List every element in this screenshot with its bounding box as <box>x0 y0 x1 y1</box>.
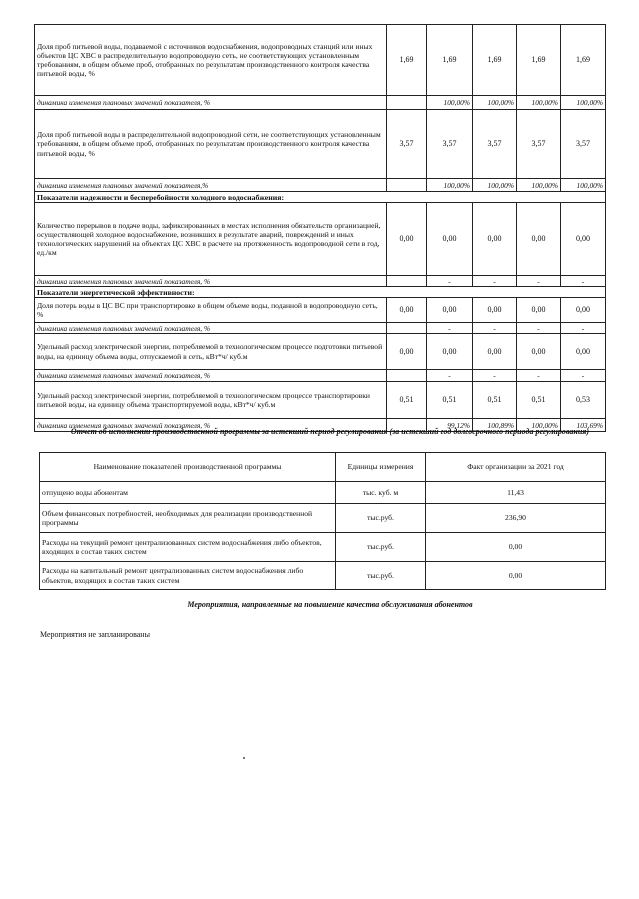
indicator-value: 100,00% <box>427 179 473 192</box>
report-row <box>40 533 606 562</box>
indicator-value: 1,69 <box>387 25 427 96</box>
indicator-value: 0,00 <box>561 298 606 323</box>
indicator-value: 0,00 <box>561 334 606 370</box>
indicator-label: Доля проб питьевой воды, подаваемой с источников водоснабжения, водопроводных станций или иных объектов ЦС ХВС в распределительную водопроводную сеть, не соответствующих установленным требованиям, в общем объеме проб, отобранных по результатам производственного контроля качества питьевой воды, % <box>35 25 387 96</box>
dynamics-label: динамика изменения плановых значений показателя, % <box>35 276 387 287</box>
report-cell-name: Расходы на капитальный ремонт централизованных систем водоснабжения либо объектов, входящих в состав таких систем <box>40 562 336 590</box>
indicator-value: 100,00% <box>517 179 561 192</box>
indicator-value: - <box>427 323 473 334</box>
indicator-value <box>387 179 427 192</box>
report-title: Отчет об исполнении производственной программы за истекший период регулирования (за истекший год долгосрочного периода регулирования) <box>70 427 590 436</box>
indicator-value: 0,00 <box>473 334 517 370</box>
indicator-value: - <box>517 276 561 287</box>
indicator-value: 100,00% <box>427 96 473 110</box>
indicator-value: 100,00% <box>473 96 517 110</box>
indicator-row <box>35 382 606 419</box>
indicator-value: 0,00 <box>517 334 561 370</box>
section-header: Показатели энергетической эффективности: <box>35 287 606 298</box>
events-title: Мероприятия, направленные на повышение качества обслуживания абонентов <box>187 600 473 609</box>
dynamics-row <box>35 96 606 110</box>
report-cell-unit: тыс. куб. м <box>336 482 426 504</box>
indicator-value: 0,00 <box>473 298 517 323</box>
indicator-label: Удельный расход электрической энергии, потребляемой в технологическом процессе транспортировки питьевой воды, на единицу объема транспортируемой воды, кВт*ч/ куб.м <box>35 382 387 419</box>
report-cell-unit: тыс.руб. <box>336 562 426 590</box>
indicator-value: 100,00% <box>561 96 606 110</box>
indicator-row <box>35 203 606 276</box>
events-text: Мероприятия не запланированы <box>40 630 150 639</box>
indicator-label: Количество перерывов в подаче воды, зафиксированных в местах исполнения обязательств организацией, осуществляющей холодное водоснабжение, возникших в результате аварий, повреждений и иных технологических нарушений на объектах ЦС ХВС в расчете на протяженность водопроводной сети в год, ед./км <box>35 203 387 276</box>
indicator-value: 0,53 <box>561 382 606 419</box>
indicator-value: - <box>561 370 606 382</box>
report-cell-value: 0,00 <box>426 533 606 562</box>
indicator-value: - <box>473 276 517 287</box>
indicator-value: 100,00% <box>517 96 561 110</box>
report-cell-name: Расходы на текущий ремонт централизованных систем водоснабжения либо объектов, входящих в состав таких систем <box>40 533 336 562</box>
report-cell-value: 236,90 <box>426 504 606 533</box>
indicator-value: - <box>427 370 473 382</box>
indicators-table <box>34 24 606 432</box>
indicator-label: Удельный расход электрической энергии, потребляемой в технологическом процессе подготовки питьевой воды, на единицу объема воды, отпускаемой в сеть, кВт*ч/ куб.м <box>35 334 387 370</box>
indicator-value: 0,00 <box>473 203 517 276</box>
indicator-value: 3,57 <box>473 110 517 179</box>
indicator-value: 0,00 <box>517 298 561 323</box>
indicator-value: 1,69 <box>517 25 561 96</box>
indicator-value: - <box>473 323 517 334</box>
report-row <box>40 482 606 504</box>
report-header-name: Наименование показателей производственной программы <box>40 453 336 482</box>
indicator-value: 100,89% <box>473 419 517 432</box>
dynamics-label: динамика изменения плановых значений показателя, % <box>35 419 387 432</box>
indicator-row <box>35 110 606 179</box>
indicator-value <box>387 370 427 382</box>
indicator-value: 0,00 <box>387 334 427 370</box>
section-header: Показатели надежности и бесперебойности холодного водоснабжения: <box>35 192 606 203</box>
indicator-label: Доля проб питьевой воды в распределительной водопроводной сети, не соответствующих установленным требованиям, в общем объеме проб, отобранных по результатам производственного контроля качества питьевой воды, % <box>35 110 387 179</box>
scan-speck <box>243 757 245 759</box>
indicator-value: 3,57 <box>387 110 427 179</box>
report-row <box>40 562 606 590</box>
indicator-value: - <box>473 370 517 382</box>
indicator-value: 0,00 <box>427 334 473 370</box>
report-header-row <box>40 453 606 482</box>
indicator-value: - <box>517 370 561 382</box>
indicator-row <box>35 298 606 323</box>
indicator-value: 1,69 <box>473 25 517 96</box>
indicator-value: 99,12% <box>427 419 473 432</box>
report-cell-value: 11,43 <box>426 482 606 504</box>
indicator-value: 1,69 <box>561 25 606 96</box>
indicator-value: 0,51 <box>517 382 561 419</box>
indicator-value: 0,00 <box>427 203 473 276</box>
report-cell-unit: тыс.руб. <box>336 504 426 533</box>
dynamics-row <box>35 370 606 382</box>
indicator-value: 0,00 <box>387 298 427 323</box>
section-header-row <box>35 287 606 298</box>
dynamics-row <box>35 323 606 334</box>
indicator-value: 0,00 <box>561 203 606 276</box>
indicator-row <box>35 25 606 96</box>
dynamics-label: динамика изменения плановых значений показателя,% <box>35 179 387 192</box>
report-header-unit: Единицы измерения <box>336 453 426 482</box>
dynamics-label: динамика изменения плановых значений показателя, % <box>35 323 387 334</box>
dynamics-row <box>35 276 606 287</box>
report-table <box>39 452 606 590</box>
indicator-value <box>387 96 427 110</box>
indicator-value: - <box>427 276 473 287</box>
indicator-value: 3,57 <box>517 110 561 179</box>
indicator-value: 0,51 <box>387 382 427 419</box>
indicator-value: 0,51 <box>473 382 517 419</box>
dynamics-label: динамика изменения плановых значений показателя, % <box>35 96 387 110</box>
dynamics-row <box>35 179 606 192</box>
indicator-value: - <box>561 323 606 334</box>
indicator-value: 1,69 <box>427 25 473 96</box>
report-cell-name: отпущено воды абонентам <box>40 482 336 504</box>
indicator-value: 100,00% <box>561 179 606 192</box>
indicator-value: - <box>561 276 606 287</box>
indicator-value <box>387 276 427 287</box>
indicator-row <box>35 334 606 370</box>
report-row <box>40 504 606 533</box>
report-cell-value: 0,00 <box>426 562 606 590</box>
indicator-value: 0,00 <box>517 203 561 276</box>
indicator-value: 3,57 <box>427 110 473 179</box>
report-header-fact: Факт организации за 2021 год <box>426 453 606 482</box>
indicator-value: 3,57 <box>561 110 606 179</box>
report-cell-unit: тыс.руб. <box>336 533 426 562</box>
dynamics-label: динамика изменения плановых значений показателя, % <box>35 370 387 382</box>
indicator-value: - <box>517 323 561 334</box>
indicator-value: 0,00 <box>427 298 473 323</box>
report-cell-name: Объем финансовых потребностей, необходимых для реализации производственной программы <box>40 504 336 533</box>
indicator-value: 0,51 <box>427 382 473 419</box>
indicator-value <box>387 323 427 334</box>
indicator-value: 100,00% <box>517 419 561 432</box>
indicator-value: 103,69% <box>561 419 606 432</box>
indicator-value: 0,00 <box>387 203 427 276</box>
indicator-value: 100,00% <box>473 179 517 192</box>
section-header-row <box>35 192 606 203</box>
indicator-label: Доля потерь воды в ЦС ВС при транспортировке в общем объеме воды, поданной в водопроводную сеть, % <box>35 298 387 323</box>
